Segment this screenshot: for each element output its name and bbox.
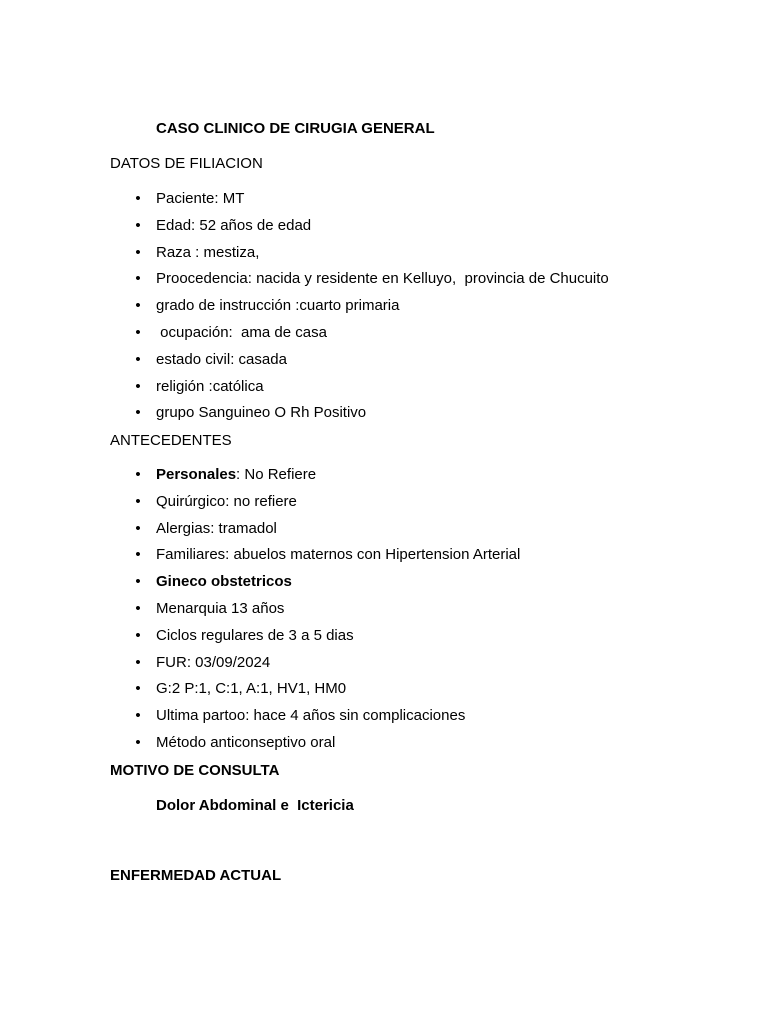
list-item-text: ocupación: ama de casa (156, 323, 327, 341)
list-item-text: Proocedencia: nacida y residente en Kelluyo, provincia de Chucuito (156, 270, 609, 288)
list-item-text: estado civil: casada (156, 350, 287, 368)
list-item (0, 654, 768, 681)
bullet-icon: • (135, 377, 141, 395)
list-item (0, 270, 768, 297)
list-item (0, 680, 768, 707)
list-item-text: Quirúrgico: no refiere (156, 492, 297, 510)
consult-reason-text: Dolor Abdominal e Ictericia (156, 797, 354, 814)
bullet-icon: • (135, 733, 141, 751)
list-item-text: Método anticonseptivo oral (156, 733, 336, 751)
list-item-text: Paciente: MT (156, 190, 245, 207)
bullet-icon: • (135, 216, 141, 234)
list-item-text: grupo Sanguineo O Rh Positivo (156, 404, 367, 422)
list-item (0, 520, 768, 547)
list-item-text: grado de instrucción :cuarto primaria (156, 297, 400, 315)
bullet-icon: • (135, 519, 141, 537)
bullet-icon: • (135, 680, 141, 698)
list-item-text: Raza : mestiza, (156, 243, 260, 261)
list-item-text: Ultima partoo: hace 4 años sin complicaciones (156, 707, 466, 725)
list-item-text: Menarquia 13 años (156, 599, 285, 617)
bullet-icon: • (135, 297, 141, 315)
gineco-heading: Gineco obstetricos (156, 573, 292, 591)
list-item-text: Familiares: abuelos maternos con Hipertension Arterial (156, 546, 521, 564)
list-item-text: G:2 P:1, C:1, A:1, HV1, HM0 (156, 680, 347, 698)
list-item (0, 324, 768, 351)
list-item (0, 600, 768, 627)
list-item (0, 573, 768, 600)
list-item (0, 297, 768, 324)
list-item (0, 217, 768, 244)
bullet-icon: • (135, 626, 141, 644)
section-heading-antecedentes: ANTECEDENTES (110, 432, 232, 449)
list-item (0, 190, 768, 217)
bullet-icon: • (135, 190, 141, 207)
list-item (0, 351, 768, 378)
list-item (0, 244, 768, 271)
bullet-icon: • (135, 599, 141, 617)
list-item-text: FUR: 03/09/2024 (156, 653, 271, 671)
list-item (0, 404, 768, 431)
bullet-icon: • (135, 546, 141, 564)
section-heading-motivo: MOTIVO DE CONSULTA (110, 762, 280, 779)
list-item-text: Alergias: tramadol (156, 519, 277, 537)
list-item (0, 707, 768, 734)
list-item (0, 546, 768, 573)
bullet-icon: • (135, 492, 141, 510)
list-item (0, 378, 768, 405)
bullet-icon: • (135, 243, 141, 261)
list-item (0, 734, 768, 761)
bullet-icon: • (135, 270, 141, 288)
list-item-text (156, 466, 316, 484)
personales-value: : No Refiere (236, 466, 317, 483)
antecedentes-list (0, 466, 768, 761)
section-heading-filiacion: DATOS DE FILIACION (110, 155, 263, 172)
document-title: CASO CLINICO DE CIRUGIA GENERAL (156, 120, 435, 137)
bullet-icon: • (135, 653, 141, 671)
bullet-icon: • (135, 350, 141, 368)
list-item (0, 627, 768, 654)
list-item-text: religión :católica (156, 377, 264, 395)
list-item (0, 466, 768, 493)
personales-label: Personales (156, 466, 237, 483)
filiacion-list (0, 190, 768, 431)
bullet-icon: • (135, 404, 141, 422)
list-item-text: Ciclos regulares de 3 a 5 dias (156, 626, 354, 644)
section-heading-enfermedad: ENFERMEDAD ACTUAL (110, 867, 282, 884)
list-item-text: Edad: 52 años de edad (156, 216, 312, 234)
list-item (0, 493, 768, 520)
bullet-icon: • (135, 707, 141, 725)
bullet-icon: • (135, 323, 141, 341)
bullet-icon: • (135, 573, 141, 591)
bullet-icon: • (135, 466, 141, 483)
